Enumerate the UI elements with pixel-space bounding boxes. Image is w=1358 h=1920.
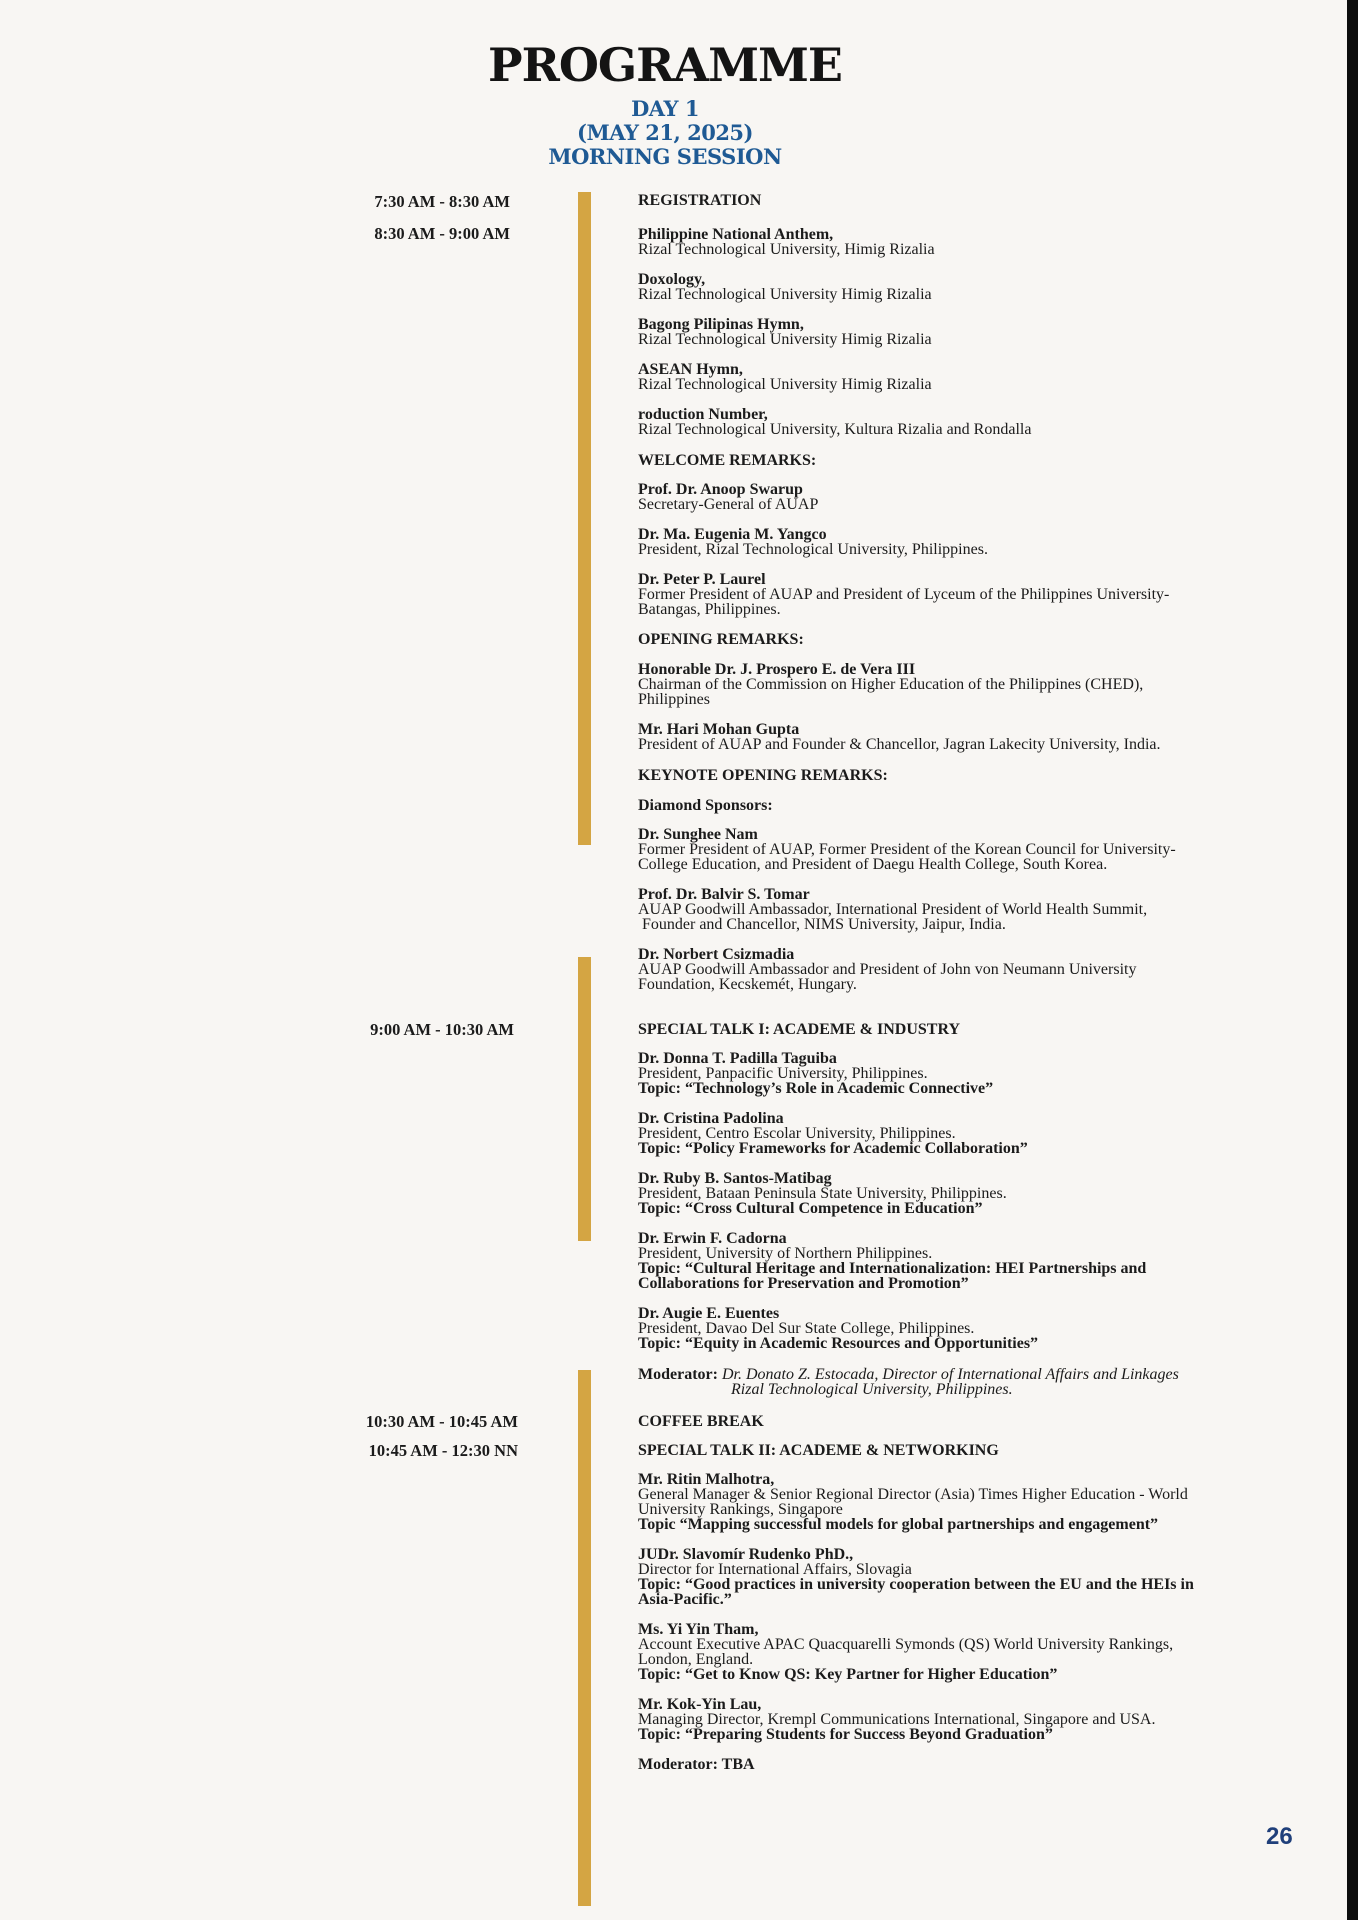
entry-title: Mr. Kok-Yin Lau, xyxy=(638,1696,762,1713)
entry-title: Dr. Norbert Csizmadia xyxy=(638,946,795,963)
euentes-entry xyxy=(638,1306,1278,1351)
entry-detail: London, England. xyxy=(638,1651,754,1668)
moderator-block xyxy=(638,1367,1179,1397)
entry-detail: Rizal Technological University, Kultura Rizalia and Rondalla xyxy=(638,421,1032,438)
entry-detail: Foundation, Kecskemét, Hungary. xyxy=(638,976,857,993)
entry-title: Dr. Augie E. Euentes xyxy=(638,1305,780,1322)
entry-title: Mr. Hari Mohan Gupta xyxy=(638,721,800,738)
entry-topic: Topic “Mapping successful models for global partnerships and engagement” xyxy=(638,1516,1159,1533)
entry-title: Mr. Ritin Malhotra, xyxy=(638,1471,775,1488)
entry-detail: Secretary-General of AUAP xyxy=(638,496,819,513)
entry-detail: Former President of AUAP and President of Lyceum of the Philippines University- xyxy=(638,586,1170,603)
diamond-heading: Diamond Sponsors: xyxy=(638,797,773,814)
entry-topic: Topic: “Get to Know QS: Key Partner for Higher Education” xyxy=(638,1666,1058,1683)
entry-title: Dr. Donna T. Padilla Taguiba xyxy=(638,1050,837,1067)
entry-detail: Rizal Technological University Himig Rizalia xyxy=(638,331,932,348)
time-slot: 9:00 AM - 10:30 AM xyxy=(370,1020,514,1039)
malhotra-entry xyxy=(638,1472,1278,1532)
doxology-entry xyxy=(638,272,1278,302)
entry-detail: Director for International Affairs, Slovagia xyxy=(638,1561,912,1578)
entry-detail: President, Rizal Technological University, Philippines. xyxy=(638,541,988,558)
time-slot: 8:30 AM - 9:00 AM xyxy=(374,224,510,243)
talk1-heading: SPECIAL TALK I: ACADEME & INDUSTRY xyxy=(638,1021,961,1038)
talk2-heading: SPECIAL TALK II: ACADEME & NETWORKING xyxy=(638,1442,999,1459)
page-number: 26 xyxy=(1266,1823,1293,1850)
entry-topic: Topic: “Equity in Academic Resources and Opportunities” xyxy=(638,1335,1039,1352)
entry-detail: Rizal Technological University Himig Rizalia xyxy=(638,376,932,393)
entry-detail: President, Panpacific University, Philippines. xyxy=(638,1065,928,1082)
entry-detail: Founder and Chancellor, NIMS University, Jaipur, India. xyxy=(638,916,1006,933)
devera-entry xyxy=(638,662,1278,707)
matibag-entry xyxy=(638,1171,1278,1216)
entry-title: Ms. Yi Yin Tham, xyxy=(638,1621,759,1638)
padolina-entry xyxy=(638,1111,1278,1156)
entry-detail: AUAP Goodwill Ambassador, International President of World Health Summit, xyxy=(638,901,1148,918)
timeline-bar xyxy=(578,192,591,845)
entry-topic: Topic: “Cross Cultural Competence in Education” xyxy=(638,1200,983,1217)
entry-detail: President of AUAP and Founder & Chancellor, Jagran Lakecity University, India. xyxy=(638,736,1161,753)
date-label: (MAY 21, 2025) xyxy=(577,120,753,145)
intro-entry xyxy=(638,407,1278,437)
moderator-affiliation: Rizal Technological University, Philippines. xyxy=(731,1381,1013,1398)
anthem-entry xyxy=(638,227,1278,257)
entry-topic: Topic: “Good practices in university cooperation between the EU and the HEIs in xyxy=(638,1576,1194,1593)
entry-title: Dr. Cristina Padolina xyxy=(638,1110,784,1127)
timeline-bar xyxy=(578,1370,591,1906)
entry-detail: Chairman of the Commission on Higher Education of the Philippines (CHED), xyxy=(638,676,1144,693)
csizmadia-entry xyxy=(638,947,1278,992)
keynote-heading: KEYNOTE OPENING REMARKS: xyxy=(638,767,888,784)
entry-detail: President, Centro Escolar University, Philippines. xyxy=(638,1125,956,1142)
entry-topic: Topic: “Preparing Students for Success Beyond Graduation” xyxy=(638,1726,1053,1743)
laurel-entry xyxy=(638,572,1278,617)
yangco-entry xyxy=(638,527,1278,557)
page-title: PROGRAMME xyxy=(488,38,842,92)
entry-detail: Philippines xyxy=(638,691,711,708)
entry-detail: Rizal Technological University Himig Rizalia xyxy=(638,286,932,303)
entry-detail: Rizal Technological University, Himig Rizalia xyxy=(638,241,935,258)
entry-title: Dr. Peter P. Laurel xyxy=(638,571,766,588)
entry-detail: General Manager & Senior Regional Director (Asia) Times Higher Education - World xyxy=(638,1486,1188,1503)
entry-topic: Topic: “Cultural Heritage and Internationalization: HEI Partnerships and xyxy=(638,1260,1147,1277)
cadorna-entry xyxy=(638,1231,1278,1291)
swarup-entry xyxy=(638,482,1278,512)
time-slot: 7:30 AM - 8:30 AM xyxy=(374,192,510,211)
coffee-heading: COFFEE BREAK xyxy=(638,1413,764,1430)
entry-title: Doxology, xyxy=(638,271,706,288)
page-edge xyxy=(1347,0,1358,1920)
entry-title: Prof. Dr. Anoop Swarup xyxy=(638,481,803,498)
entry-title: Dr. Ruby B. Santos-Matibag xyxy=(638,1170,832,1187)
entry-title: Bagong Pilipinas Hymn, xyxy=(638,316,804,333)
time-slot: 10:30 AM - 10:45 AM xyxy=(365,1412,518,1431)
session-label: MORNING SESSION xyxy=(548,144,782,169)
nam-entry xyxy=(638,827,1278,872)
entry-detail: University Rankings, Singapore xyxy=(638,1501,843,1518)
tomar-entry xyxy=(638,887,1278,932)
welcome-heading: WELCOME REMARKS: xyxy=(638,452,817,469)
asean-entry xyxy=(638,362,1278,392)
time-slot: 10:45 AM - 12:30 NN xyxy=(368,1441,518,1460)
entry-topic: Topic: “Technology’s Role in Academic Connective” xyxy=(638,1080,994,1097)
entry-detail: President, University of Northern Philippines. xyxy=(638,1245,933,1262)
registration-heading: REGISTRATION xyxy=(638,192,762,209)
rudenko-entry xyxy=(638,1547,1278,1607)
entry-title: Honorable Dr. J. Prospero E. de Vera III xyxy=(638,661,916,678)
entry-title: Dr. Sunghee Nam xyxy=(638,826,758,843)
entry-title: ASEAN Hymn, xyxy=(638,361,743,378)
entry-detail: President, Bataan Peninsula State University, Philippines. xyxy=(638,1185,1007,1202)
entry-title: Dr. Erwin F. Cadorna xyxy=(638,1230,787,1247)
entry-title: roduction Number, xyxy=(638,406,768,423)
taguiba-entry xyxy=(638,1051,1278,1096)
entry-detail: Former President of AUAP, Former President of the Korean Council for University- xyxy=(638,841,1176,858)
entry-title: Dr. Ma. Eugenia M. Yangco xyxy=(638,526,827,543)
entry-detail: College Education, and President of Daegu Health College, South Korea. xyxy=(638,856,1108,873)
entry-title: Prof. Dr. Balvir S. Tomar xyxy=(638,886,810,903)
entry-detail: Batangas, Philippines. xyxy=(638,601,781,618)
entry-title: JUDr. Slavomír Rudenko PhD., xyxy=(638,1546,854,1563)
entry-detail: Managing Director, Krempl Communications International, Singapore and USA. xyxy=(638,1711,1156,1728)
opening-heading: OPENING REMARKS: xyxy=(638,631,804,648)
entry-topic: Collaborations for Preservation and Promotion” xyxy=(638,1275,969,1292)
entry-detail: Account Executive APAC Quacquarelli Symonds (QS) World University Rankings, xyxy=(638,1636,1174,1653)
entry-topic: Topic: “Policy Frameworks for Academic Collaboration” xyxy=(638,1140,1028,1157)
entry-title: Philippine National Anthem, xyxy=(638,226,834,243)
moderator-name: Dr. Donato Z. Estocada, Director of International Affairs and Linkages xyxy=(721,1366,1179,1383)
gupta-entry xyxy=(638,722,1278,752)
tham-entry xyxy=(638,1622,1278,1682)
lau-entry xyxy=(638,1697,1278,1742)
moderator-label: Moderator: xyxy=(638,1366,718,1383)
day-label: DAY 1 xyxy=(631,96,699,121)
entry-detail: President, Davao Del Sur State College, Philippines. xyxy=(638,1320,975,1337)
entry-detail: AUAP Goodwill Ambassador and President of John von Neumann University xyxy=(638,961,1137,978)
timeline-bar xyxy=(578,957,591,1241)
moderator-tba: Moderator: TBA xyxy=(638,1756,755,1773)
entry-topic: Asia-Pacific.” xyxy=(638,1591,732,1608)
bagong-entry xyxy=(638,317,1278,347)
